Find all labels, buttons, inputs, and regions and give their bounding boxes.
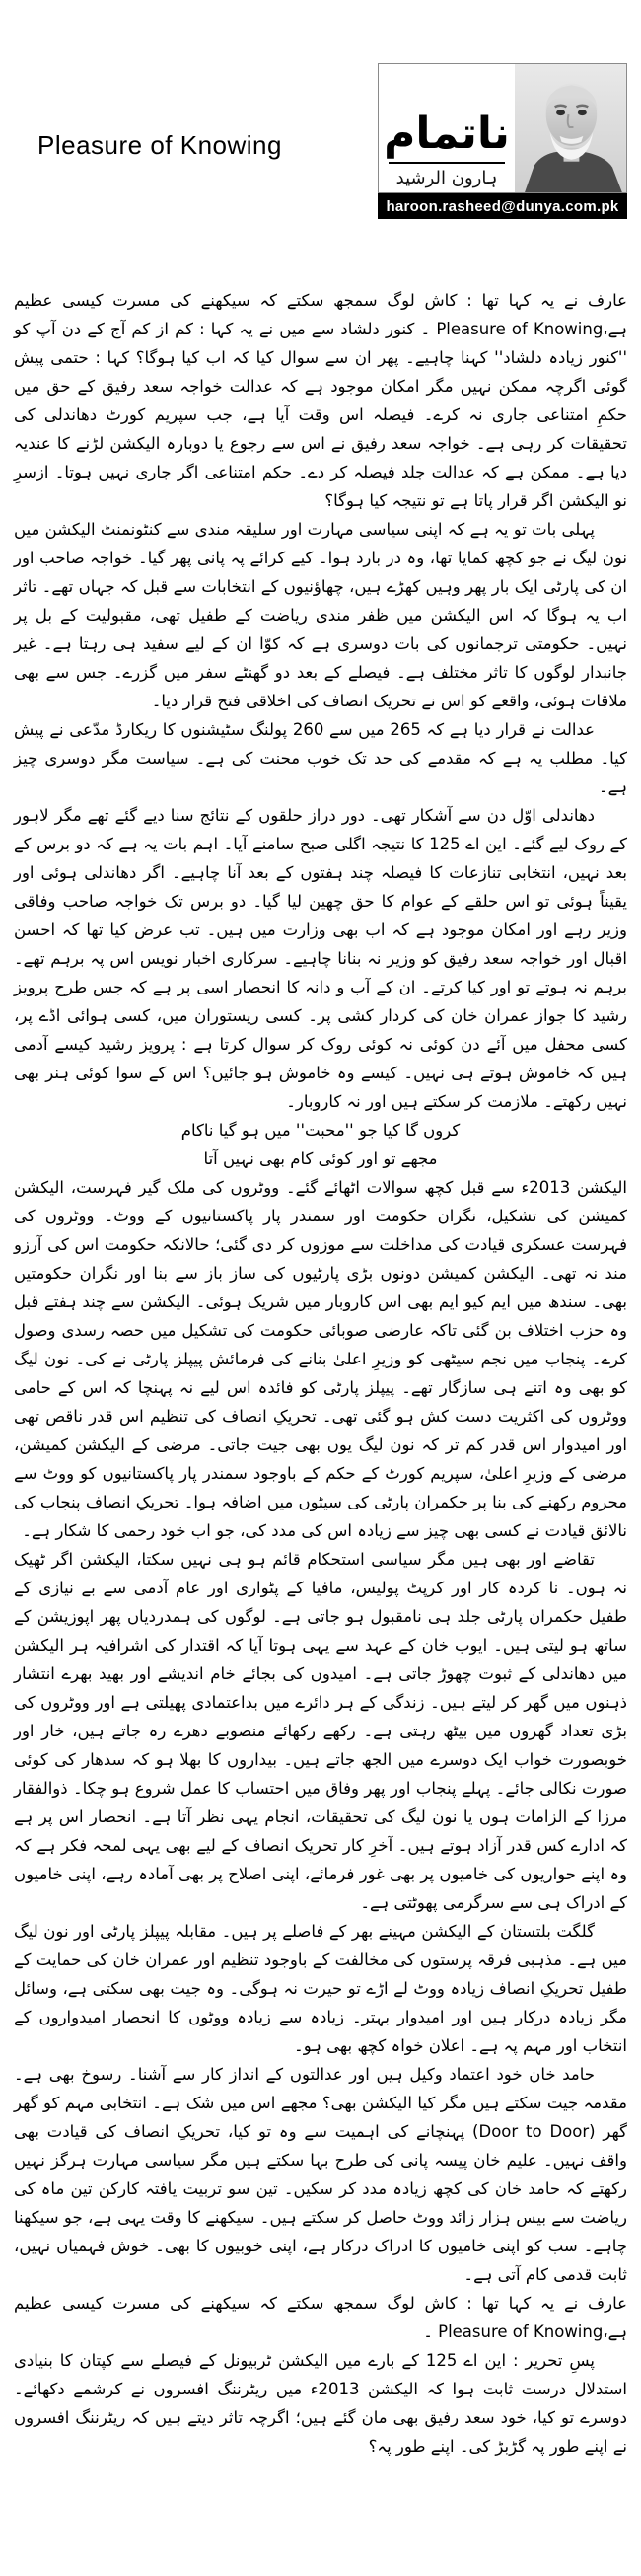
article-paragraph: پہلی بات تو یہ ہے کہ اپنی سیاسی مہارت اور سلیقہ مندی سے کنٹونمنٹ الیکشن میں نون لیگ نے جو کچھ کمایا تھا، وہ در بارد ہوا۔ کیے کرائے پہ پانی پھر گیا۔ خواجہ صاحب اور ان کی پارٹی ایک بار پھر وہیں کھڑے ہیں، چھاؤنیوں کے انتخابات سے قبل کہ جہاں تھے۔ تاثر اب یہ ہوگا کہ اس الیکشن میں ظفر مندی ریاضت کے طفیل تھی، مقبولیت کے بل پر نہیں۔ حکومتی ترجمانوں کی بات دوسری ہے کہ کوّا ان کے لیے سفید ہی رہتا ہے۔ غیر جانبدار لوگوں کا تاثر مختلف ہے۔ فیصلے کے بعد دو گھنٹے سفر میں گزرے۔ جس سے بھی ملاقات ہوئی، واقعے کو اس نے تحریک انصاف کی اخلاقی فتح قرار دیا۔: [14, 520, 627, 710]
article-paragraph: گلگت بلتستان کے الیکشن مہینے بھر کے فاصلے پر ہیں۔ مقابلہ پیپلز پارٹی اور نون لیگ میں ہے۔ مذہبی فرقہ پرستوں کی مخالفت کے باوجود تنظیم اور عمران خان کی حمایت کے طفیل تحریکِ انصاف زیادہ ووٹ لے اڑے تو حیرت نہ ہوگی۔ وہ جیت بھی سکتی ہے، وسائل مگر زیادہ درکار ہیں اور امیدوار بہتر۔ زیادہ سے زیادہ ووٹوں کا انحصار امیدواروں کے انتخاب اور مہم پہ ہے۔ اعلان خواہ کچھ بھی ہو۔: [14, 1922, 627, 2055]
logo-divider: [389, 162, 506, 164]
author-email: haroon.rasheed@dunya.com.pk: [386, 197, 619, 215]
column-logo: ناتمام: [384, 109, 510, 159]
email-bar: [378, 193, 627, 219]
author-name: ہارون الرشید: [395, 168, 498, 188]
column-masthead-box: [378, 63, 627, 193]
verse-line: مجھے تو اور کوئی کام بھی نہیں آتا: [203, 1149, 438, 1168]
article-paragraph: عدالت نے قرار دیا ہے کہ 265 میں سے 260 پولنگ سٹیشنوں کا ریکارڈ مدّعی نے پیش کیا۔ مطلب یہ ہے کہ مقدمے کی حد تک خوب محنت کی ہے۔ سیاست مگر دوسری چیز ہے۔: [14, 720, 627, 796]
article-paragraph: عارف نے یہ کہا تھا : کاش لوگ سمجھ سکتے کہ سیکھنے کی مسرت کیسی عظیم ہے،Pleasure of Knowing ۔ کنور دلشاد سے میں نے یہ کہا : کم از کم آج کے دن آپ کو ''کنور زیادہ دلشاد'' کہنا چاہیے۔ پھر ان سے سوال کیا کہ اب کیا ہوگا؟ کہا : حتمی پیش گوئی اگرچہ ممکن نہیں مگر امکان موجود ہے کہ عدالت خواجہ سعد رفیق کے حق میں حکمِ امتناعی جاری نہ کرے۔ فیصلہ اس وقت آیا ہے، جب سپریم کورٹ دھاندلی کی تحقیقات کر رہی ہے۔ خواجہ سعد رفیق نے اس سے رجوع یا دوبارہ الیکشن لڑنے کا عندیہ دیا ہے۔ ممکن ہے کہ عدالت جلد فیصلہ کر دے۔ حکم امتناعی اگر جاری نہیں ہوتا۔ ازسرِ نو الیکشن اگر قرار پاتا ہے تو نتیجہ کیا ہوگا؟: [14, 291, 627, 510]
article-paragraph: حامد خان خود اعتماد وکیل ہیں اور عدالتوں کے انداز کار سے آشنا۔ رسوخ بھی ہے۔ مقدمہ جیت سکتے ہیں مگر کیا الیکشن بھی؟ مجھے اس میں شک ہے۔ انتخابی مہم کو گھر گھر (Door to Door) پہنچانے کی اہمیت سے وہ تو کیا، تحریکِ انصاف کی قیادت بھی واقف نہیں۔ علیم خان پیسہ پانی کی طرح بہا سکتے ہیں مگر سیاسی مہارت ہرگز نہیں رکھتے کہ حامد خان کی کچھ زیادہ مدد کر سکیں۔ تین سو تربیت یافتہ کارکن تین ماہ کی ریاضت سے بیس ہزار زائد ووٹ حاصل کر سکتے ہیں۔ سیکھنے کا وقت یہی ہے، جو سیکھنا چاہے۔ سب کو اپنی خامیوں کا ادراک درکار ہے، اپنی خوبیوں کا بھی۔ خوش فہمیاں نہیں، ثابت قدمی کام آتی ہے۔: [14, 2065, 627, 2284]
author-photo: [515, 64, 626, 192]
article-paragraph: پسِ تحریر : این اے 125 کے بارے میں الیکشن ٹربیونل کے فیصلے سے کپتان کا بنیادی استدلال درست ثابت ہوا کہ الیکشن 2013ء میں ریٹرننگ افسروں نے کرشمے دکھائے۔ دوسرے تو کیا، خود سعد رفیق بھی مان گئے ہیں؛ اگرچہ تاثر دیتے ہیں کہ ریٹرننگ افسروں نے اپنے طور پہ گڑبڑ کی۔ اپنے طور پہ؟: [14, 2351, 627, 2456]
article-paragraph: الیکشن 2013ء سے قبل کچھ سوالات اٹھائے گئے۔ ووٹروں کی ملک گیر فہرست، الیکشن کمیشن کی تشکیل، نگران حکومت اور سمندر پار پاکستانیوں کے ووٹ۔ ووٹروں کی فہرست عسکری قیادت کی مداخلت سے موزوں کر دی گئی؛ حالانکہ حکومت اس کی آرزو مند نہ تھی۔ الیکشن کمیشن دونوں بڑی پارٹیوں کی ساز باز سے بنا اور نگران حکومتیں بھی۔ سندھ میں ایم کیو ایم بھی اس کاروبار میں شریک ہوئی۔ الیکشن سے چند ہفتے قبل وہ حزب اختلاف بن گئی تاکہ عارضی صوبائی حکومت کی تشکیل میں حصہ رسدی وصول کرے۔ پنجاب میں نجم سیٹھی کو وزیرِ اعلیٰ بنانے کی فرمائش پیپلز پارٹی نے کی۔ نون لیگ کو بھی وہ اتنے ہی سازگار تھے۔ پیپلز پارٹی کو فائدہ اس لیے نہ پہنچا کہ اس کے حامی ووٹروں کی اکثریت دست کش ہو گئی تھی۔ تحریکِ انصاف کی تنظیم اس قدر ناقص تھی اور امیدوار اس قدر کم تر کہ نون لیگ یوں بھی جیت جاتی۔ مرضی کے الیکشن کمیشن، مرضی کے وزیرِ اعلیٰ، سپریم کورٹ کے حکم کے باوجود سمندر پار پاکستانیوں کو ووٹ سے محروم رکھنے کی بنا پر حکمران پارٹی کی سیٹوں میں اضافہ ہوا۔ تحریکِ انصاف پنجاب کی نالائق قیادت نے کسی بھی چیز سے زیادہ اس کی مدد کی، جو اب خود رحمی کا شکار ہے۔: [14, 1178, 627, 1540]
verse-line: کروں گا کیا جو ''محبت'' میں ہو گیا ناکام: [180, 1121, 461, 1140]
page-title: Pleasure of Knowing: [37, 130, 282, 160]
masthead-left: [379, 64, 515, 192]
article-paragraph: عارف نے یہ کہا تھا : کاش لوگ سمجھ سکتے کہ سیکھنے کی مسرت کیسی عظیم ہے،Pleasure of Knowing ۔: [14, 2294, 627, 2341]
article-paragraph: تقاضے اور بھی ہیں مگر سیاسی استحکام قائم ہو ہی نہیں سکتا، الیکشن اگر ٹھیک نہ ہوں۔ نا کردہ کار اور کرپٹ پولیس، مافیا کے پٹواری اور عام آدمی سے بے نیازی کے طفیل حکمران پارٹی جلد ہی نامقبول ہو جاتی ہے۔ لوگوں کی ہمدردیاں پھر اپوزیشن کے ساتھ ہو لیتی ہیں۔ ایوب خان کے عہد سے یہی ہوتا آیا کہ اقتدار کی اشرافیہ ہر الیکشن میں دھاندلی کے ثبوت چھوڑ جاتی ہے۔ امیدوں کی بجائے خام اندیشے اور بھید بھرے انتشار ذہنوں میں گھر کر لیتے ہیں۔ زندگی کے ہر دائرے میں بداعتمادی پھیلتی ہے اور ووٹروں کی بڑی تعداد گھروں میں بیٹھ رہتی ہے۔ رکھے رکھائے منصوبے دھرے رہ جاتے ہیں، خار اور خوبصورت خواب ایک دوسرے میں الجھ جاتے ہیں۔ بیداروں کا بھلا ہو کہ سدھار کی کوئی صورت نکالی جائے۔ پہلے پنجاب اور پھر وفاق میں احتساب کا عمل شروع ہو چکا۔ ذوالفقار مرزا کے الزامات ہوں یا نون لیگ کی تحقیقات، انجام یہی نظر آتا ہے۔ انحصار اس پر ہے کہ ادارے کس قدر آزاد ہوتے ہیں۔ آخرِ کار تحریک انصاف کے لیے بھی یہی لمحہ فکر ہے کہ وہ اپنے حواریوں کی خامیوں پر بھی غور فرمائے، اپنی اصلاح پر بھی آمادہ رہے، اپنی خامیوں کے ادراک ہی سے سرگرمی پھوٹتی ہے۔: [14, 1550, 627, 1912]
article-body: [14, 286, 627, 2461]
article-paragraph: دھاندلی اوّل دن سے آشکار تھی۔ دور دراز حلقوں کے نتائج سنا دیے گئے تھے مگر لاہور کے روک لیے گئے۔ این اے 125 کا نتیجہ اگلی صبح سامنے آیا۔ اہم بات یہ ہے کہ دو برس کے بعد نہیں، انتخابی تنازعات کا فیصلہ چند ہفتوں کے بعد آنا چاہیے۔ اگر دھاندلی ہوئی اور یقیناً ہوئی تو اس حلقے کے عوام کا حق چھین لیا گیا۔ دو برس تک خواجہ صاحب وفاقی وزیر رہے اور امکان موجود ہے کہ اب بھی وزارت میں ہیں۔ تب عرض کیا تھا کہ احسن اقبال اور خواجہ سعد رفیق کو وزیر نہ بنانا چاہیے۔ سرکاری اخبار نویس اس پہ برہم تھے۔ برہم نہ ہوتے تو اور کیا کرتے۔ ان کے آب و دانہ کا انحصار اسی پر ہے کہ جس طرح پرویز رشید کا جواز عمران خان کی کردار کشی پر۔ کسی ریستوران میں، کسی ہوائی اڈے پر، کسی محفل میں آئے دن کوئی نہ کوئی روک کر سوال کرتا ہے : پرویز رشید کیسے آدمی ہیں کہ خاموش ہوتے ہی نہیں۔ کیسے وہ خاموش ہو جائیں؟ اس کے سوا کوئی ہنر بھی نہیں رکھتے۔ ملازمت کر سکتے ہیں اور نہ کاروبار۔: [14, 806, 627, 1111]
